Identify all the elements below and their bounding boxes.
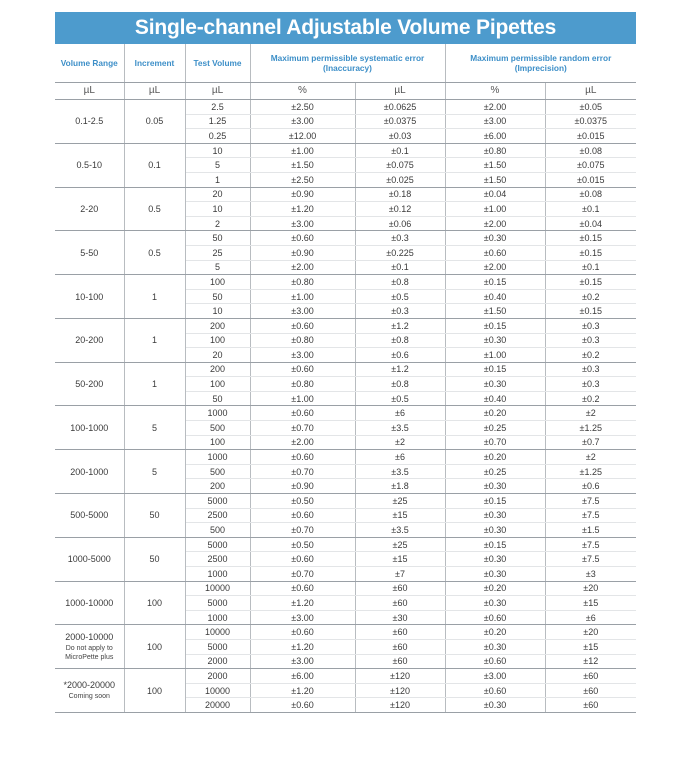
systematic-percent-cell: ±2.00	[250, 260, 355, 275]
random-percent-cell: ±2.00	[445, 100, 545, 115]
unit-cell: µL	[355, 83, 445, 100]
test-volume-cell: 500	[185, 421, 250, 436]
header-volume-range: Volume Range	[55, 44, 124, 83]
increment-cell: 0.05	[124, 100, 185, 144]
systematic-percent-cell: ±12.00	[250, 129, 355, 144]
table-row	[55, 537, 636, 552]
random-percent-cell: ±0.25	[445, 464, 545, 479]
systematic-percent-cell: ±2.50	[250, 172, 355, 187]
systematic-ul-cell: ±6	[355, 450, 445, 465]
table-row	[55, 669, 636, 684]
increment-cell: 5	[124, 450, 185, 494]
test-volume-cell: 500	[185, 523, 250, 538]
random-percent-cell: ±0.30	[445, 698, 545, 713]
systematic-ul-cell: ±1.2	[355, 362, 445, 377]
test-volume-cell: 10000	[185, 625, 250, 640]
table-row	[55, 362, 636, 377]
systematic-percent-cell: ±3.00	[250, 654, 355, 669]
systematic-ul-cell: ±3.5	[355, 523, 445, 538]
random-ul-cell: ±0.015	[545, 172, 636, 187]
systematic-ul-cell: ±30	[355, 610, 445, 625]
systematic-ul-cell: ±0.12	[355, 202, 445, 217]
random-ul-cell: ±0.1	[545, 260, 636, 275]
systematic-percent-cell: ±0.70	[250, 421, 355, 436]
volume-range-cell	[55, 231, 124, 275]
random-percent-cell: ±0.30	[445, 479, 545, 494]
volume-range-cell	[55, 494, 124, 538]
units-row	[55, 83, 636, 100]
random-ul-cell: ±1.25	[545, 464, 636, 479]
random-ul-cell: ±0.2	[545, 348, 636, 363]
random-ul-cell: ±1.5	[545, 523, 636, 538]
systematic-ul-cell: ±0.3	[355, 304, 445, 319]
random-ul-cell: ±7.5	[545, 508, 636, 523]
random-percent-cell: ±0.15	[445, 318, 545, 333]
test-volume-cell: 5000	[185, 537, 250, 552]
random-percent-cell: ±0.04	[445, 187, 545, 202]
volume-range-label: 50-200	[75, 379, 104, 390]
systematic-percent-cell: ±1.00	[250, 143, 355, 158]
test-volume-cell: 2000	[185, 654, 250, 669]
page-title: Single-channel Adjustable Volume Pipettes	[55, 12, 636, 44]
random-ul-cell: ±20	[545, 581, 636, 596]
random-percent-cell: ±3.00	[445, 114, 545, 129]
test-volume-cell: 1000	[185, 567, 250, 582]
test-volume-cell: 500	[185, 464, 250, 479]
systematic-ul-cell: ±1.8	[355, 479, 445, 494]
systematic-percent-cell: ±0.60	[250, 450, 355, 465]
volume-range-label: 1000-5000	[67, 554, 111, 565]
systematic-percent-cell: ±0.60	[250, 625, 355, 640]
systematic-percent-cell: ±1.20	[250, 202, 355, 217]
test-volume-cell: 100	[185, 377, 250, 392]
test-volume-cell: 10	[185, 202, 250, 217]
random-ul-cell: ±60	[545, 669, 636, 684]
systematic-percent-cell: ±0.60	[250, 406, 355, 421]
random-percent-cell: ±3.00	[445, 669, 545, 684]
systematic-percent-cell: ±0.80	[250, 275, 355, 290]
random-ul-cell: ±0.15	[545, 245, 636, 260]
increment-cell: 0.5	[124, 187, 185, 231]
random-ul-cell: ±2	[545, 450, 636, 465]
random-percent-cell: ±0.30	[445, 552, 545, 567]
random-ul-cell: ±60	[545, 683, 636, 698]
systematic-ul-cell: ±3.5	[355, 464, 445, 479]
volume-range-cell	[55, 362, 124, 406]
systematic-ul-cell: ±0.5	[355, 289, 445, 304]
random-percent-cell: ±0.30	[445, 333, 545, 348]
increment-cell: 100	[124, 581, 185, 625]
systematic-ul-cell: ±60	[355, 639, 445, 654]
systematic-ul-cell: ±0.06	[355, 216, 445, 231]
random-percent-cell: ±2.00	[445, 216, 545, 231]
systematic-percent-cell: ±1.50	[250, 158, 355, 173]
systematic-ul-cell: ±0.8	[355, 275, 445, 290]
random-percent-cell: ±1.00	[445, 202, 545, 217]
systematic-percent-cell: ±3.00	[250, 216, 355, 231]
volume-range-cell	[55, 100, 124, 144]
systematic-ul-cell: ±60	[355, 625, 445, 640]
random-ul-cell: ±0.3	[545, 362, 636, 377]
increment-cell: 0.5	[124, 231, 185, 275]
test-volume-cell: 5000	[185, 596, 250, 611]
test-volume-cell: 100	[185, 435, 250, 450]
volume-range-cell	[55, 187, 124, 231]
systematic-percent-cell: ±0.90	[250, 245, 355, 260]
table-row	[55, 100, 636, 115]
header-test-volume: Test Volume	[185, 44, 250, 83]
test-volume-cell: 200	[185, 318, 250, 333]
volume-range-label: 20-200	[75, 335, 104, 346]
systematic-percent-cell: ±1.20	[250, 596, 355, 611]
test-volume-cell: 20	[185, 187, 250, 202]
volume-range-label: 200-1000	[70, 466, 109, 477]
systematic-ul-cell: ±120	[355, 669, 445, 684]
test-volume-cell: 20	[185, 348, 250, 363]
pipette-spec-table	[55, 44, 636, 713]
increment-cell: 1	[124, 275, 185, 319]
systematic-percent-cell: ±3.00	[250, 114, 355, 129]
systematic-percent-cell: ±0.90	[250, 479, 355, 494]
table-row	[55, 625, 636, 640]
systematic-percent-cell: ±0.60	[250, 508, 355, 523]
random-percent-cell: ±0.30	[445, 596, 545, 611]
volume-range-cell	[55, 625, 124, 669]
systematic-ul-cell: ±25	[355, 494, 445, 509]
random-ul-cell: ±0.08	[545, 187, 636, 202]
systematic-percent-cell: ±3.00	[250, 348, 355, 363]
test-volume-cell: 200	[185, 362, 250, 377]
unit-cell: %	[445, 83, 545, 100]
random-ul-cell: ±15	[545, 639, 636, 654]
test-volume-cell: 10000	[185, 581, 250, 596]
systematic-ul-cell: ±0.1	[355, 260, 445, 275]
random-ul-cell: ±0.015	[545, 129, 636, 144]
systematic-percent-cell: ±3.00	[250, 304, 355, 319]
test-volume-cell: 1000	[185, 450, 250, 465]
random-ul-cell: ±3	[545, 567, 636, 582]
table-row	[55, 581, 636, 596]
random-percent-cell: ±0.25	[445, 421, 545, 436]
systematic-ul-cell: ±2	[355, 435, 445, 450]
systematic-ul-cell: ±60	[355, 654, 445, 669]
systematic-percent-cell: ±0.60	[250, 698, 355, 713]
volume-range-label: 500-5000	[70, 510, 109, 521]
random-ul-cell: ±0.08	[545, 143, 636, 158]
random-percent-cell: ±0.20	[445, 581, 545, 596]
random-ul-cell: ±6	[545, 610, 636, 625]
volume-range-label: 10-100	[75, 291, 104, 302]
random-percent-cell: ±0.15	[445, 494, 545, 509]
volume-range-label: 2-20	[80, 203, 99, 214]
random-percent-cell: ±0.60	[445, 683, 545, 698]
test-volume-cell: 50	[185, 231, 250, 246]
increment-cell: 0.1	[124, 143, 185, 187]
random-ul-cell: ±0.15	[545, 304, 636, 319]
volume-range-label: *2000-20000	[63, 680, 116, 691]
range-note: Coming soon	[68, 693, 110, 701]
random-percent-cell: ±0.30	[445, 231, 545, 246]
random-ul-cell: ±1.25	[545, 421, 636, 436]
systematic-percent-cell: ±0.70	[250, 464, 355, 479]
systematic-percent-cell: ±0.70	[250, 523, 355, 538]
random-percent-cell: ±0.40	[445, 289, 545, 304]
systematic-ul-cell: ±0.225	[355, 245, 445, 260]
random-percent-cell: ±0.20	[445, 450, 545, 465]
random-percent-cell: ±0.40	[445, 391, 545, 406]
random-percent-cell: ±0.15	[445, 362, 545, 377]
random-ul-cell: ±0.04	[545, 216, 636, 231]
header-systematic-error: Maximum permissible systematic error (Inaccuracy)	[250, 44, 445, 83]
systematic-ul-cell: ±15	[355, 552, 445, 567]
test-volume-cell: 1000	[185, 406, 250, 421]
random-percent-cell: ±0.30	[445, 523, 545, 538]
systematic-percent-cell: ±0.60	[250, 552, 355, 567]
systematic-percent-cell: ±6.00	[250, 669, 355, 684]
systematic-ul-cell: ±25	[355, 537, 445, 552]
random-percent-cell: ±6.00	[445, 129, 545, 144]
test-volume-cell: 1000	[185, 610, 250, 625]
systematic-ul-cell: ±1.2	[355, 318, 445, 333]
random-ul-cell: ±20	[545, 625, 636, 640]
table-row	[55, 187, 636, 202]
random-ul-cell: ±0.15	[545, 231, 636, 246]
systematic-percent-cell: ±0.60	[250, 318, 355, 333]
unit-cell: µL	[124, 83, 185, 100]
random-percent-cell: ±1.00	[445, 348, 545, 363]
test-volume-cell: 5	[185, 260, 250, 275]
random-ul-cell: ±0.6	[545, 479, 636, 494]
systematic-ul-cell: ±120	[355, 683, 445, 698]
test-volume-cell: 0.25	[185, 129, 250, 144]
volume-range-cell	[55, 275, 124, 319]
random-ul-cell: ±7.5	[545, 537, 636, 552]
header-random-error: Maximum permissible random error (Imprecision)	[445, 44, 636, 83]
header-row	[55, 44, 636, 83]
random-percent-cell: ±2.00	[445, 260, 545, 275]
volume-range-cell	[55, 450, 124, 494]
systematic-percent-cell: ±1.00	[250, 289, 355, 304]
test-volume-cell: 10000	[185, 683, 250, 698]
random-percent-cell: ±0.30	[445, 508, 545, 523]
systematic-ul-cell: ±0.18	[355, 187, 445, 202]
test-volume-cell: 2500	[185, 508, 250, 523]
random-ul-cell: ±7.5	[545, 494, 636, 509]
test-volume-cell: 25	[185, 245, 250, 260]
random-ul-cell: ±7.5	[545, 552, 636, 567]
random-ul-cell: ±60	[545, 698, 636, 713]
header-increment: Increment	[124, 44, 185, 83]
systematic-percent-cell: ±1.20	[250, 639, 355, 654]
systematic-ul-cell: ±0.0625	[355, 100, 445, 115]
systematic-percent-cell: ±0.60	[250, 362, 355, 377]
systematic-percent-cell: ±0.50	[250, 494, 355, 509]
test-volume-cell: 100	[185, 275, 250, 290]
systematic-percent-cell: ±0.70	[250, 567, 355, 582]
test-volume-cell: 2000	[185, 669, 250, 684]
volume-range-cell	[55, 143, 124, 187]
increment-cell: 5	[124, 406, 185, 450]
volume-range-cell	[55, 537, 124, 581]
random-ul-cell: ±12	[545, 654, 636, 669]
increment-cell: 1	[124, 362, 185, 406]
unit-cell: µL	[545, 83, 636, 100]
test-volume-cell: 10	[185, 143, 250, 158]
systematic-percent-cell: ±3.00	[250, 610, 355, 625]
random-percent-cell: ±0.60	[445, 654, 545, 669]
random-ul-cell: ±0.0375	[545, 114, 636, 129]
increment-cell: 1	[124, 318, 185, 362]
systematic-ul-cell: ±0.5	[355, 391, 445, 406]
test-volume-cell: 100	[185, 333, 250, 348]
systematic-ul-cell: ±0.025	[355, 172, 445, 187]
volume-range-label: 1000-10000	[65, 597, 114, 608]
random-ul-cell: ±0.1	[545, 202, 636, 217]
unit-cell: %	[250, 83, 355, 100]
volume-range-cell	[55, 318, 124, 362]
systematic-percent-cell: ±0.50	[250, 537, 355, 552]
increment-cell: 100	[124, 669, 185, 713]
systematic-ul-cell: ±0.3	[355, 231, 445, 246]
systematic-percent-cell: ±2.00	[250, 435, 355, 450]
systematic-percent-cell: ±0.80	[250, 333, 355, 348]
test-volume-cell: 5	[185, 158, 250, 173]
systematic-ul-cell: ±0.03	[355, 129, 445, 144]
random-percent-cell: ±0.70	[445, 435, 545, 450]
systematic-ul-cell: ±0.075	[355, 158, 445, 173]
test-volume-cell: 200	[185, 479, 250, 494]
random-percent-cell: ±0.20	[445, 625, 545, 640]
systematic-ul-cell: ±0.1	[355, 143, 445, 158]
random-percent-cell: ±0.60	[445, 610, 545, 625]
volume-range-cell	[55, 581, 124, 625]
volume-range-label: 0.1-2.5	[75, 116, 104, 127]
unit-cell: µL	[185, 83, 250, 100]
table-row	[55, 143, 636, 158]
systematic-ul-cell: ±60	[355, 581, 445, 596]
systematic-ul-cell: ±0.8	[355, 333, 445, 348]
random-ul-cell: ±0.2	[545, 289, 636, 304]
table-row	[55, 450, 636, 465]
table-body	[55, 100, 636, 713]
random-percent-cell: ±1.50	[445, 158, 545, 173]
systematic-percent-cell: ±2.50	[250, 100, 355, 115]
table-row	[55, 275, 636, 290]
increment-cell: 100	[124, 625, 185, 669]
table-row	[55, 231, 636, 246]
systematic-ul-cell: ±0.0375	[355, 114, 445, 129]
systematic-percent-cell: ±0.60	[250, 231, 355, 246]
unit-cell: µL	[55, 83, 124, 100]
random-percent-cell: ±0.30	[445, 377, 545, 392]
volume-range-label: 5-50	[80, 247, 99, 258]
table-row	[55, 406, 636, 421]
random-percent-cell: ±0.30	[445, 639, 545, 654]
systematic-percent-cell: ±0.90	[250, 187, 355, 202]
test-volume-cell: 2	[185, 216, 250, 231]
systematic-ul-cell: ±6	[355, 406, 445, 421]
table-row	[55, 494, 636, 509]
random-percent-cell: ±1.50	[445, 172, 545, 187]
systematic-percent-cell: ±1.20	[250, 683, 355, 698]
volume-range-label: 0.5-10	[76, 160, 103, 171]
test-volume-cell: 20000	[185, 698, 250, 713]
volume-range-cell	[55, 406, 124, 450]
random-ul-cell: ±0.3	[545, 377, 636, 392]
random-ul-cell: ±0.7	[545, 435, 636, 450]
systematic-ul-cell: ±7	[355, 567, 445, 582]
random-percent-cell: ±0.20	[445, 406, 545, 421]
increment-cell: 50	[124, 494, 185, 538]
systematic-ul-cell: ±60	[355, 596, 445, 611]
test-volume-cell: 5000	[185, 639, 250, 654]
systematic-ul-cell: ±15	[355, 508, 445, 523]
random-percent-cell: ±0.30	[445, 567, 545, 582]
systematic-ul-cell: ±0.6	[355, 348, 445, 363]
random-ul-cell: ±15	[545, 596, 636, 611]
test-volume-cell: 1	[185, 172, 250, 187]
systematic-ul-cell: ±0.8	[355, 377, 445, 392]
systematic-percent-cell: ±0.60	[250, 581, 355, 596]
test-volume-cell: 50	[185, 391, 250, 406]
random-percent-cell: ±0.60	[445, 245, 545, 260]
test-volume-cell: 10	[185, 304, 250, 319]
increment-cell: 50	[124, 537, 185, 581]
range-note: Do not apply to MicroPette plus	[65, 644, 114, 661]
random-ul-cell: ±0.3	[545, 333, 636, 348]
random-ul-cell: ±0.15	[545, 275, 636, 290]
volume-range-label: 2000-10000	[65, 631, 114, 642]
test-volume-cell: 2.5	[185, 100, 250, 115]
volume-range-label: 100-1000	[70, 422, 109, 433]
random-percent-cell: ±0.15	[445, 275, 545, 290]
random-percent-cell: ±1.50	[445, 304, 545, 319]
random-percent-cell: ±0.15	[445, 537, 545, 552]
random-ul-cell: ±0.2	[545, 391, 636, 406]
table-row	[55, 318, 636, 333]
test-volume-cell: 2500	[185, 552, 250, 567]
test-volume-cell: 5000	[185, 494, 250, 509]
systematic-ul-cell: ±120	[355, 698, 445, 713]
random-ul-cell: ±0.075	[545, 158, 636, 173]
random-ul-cell: ±0.05	[545, 100, 636, 115]
systematic-ul-cell: ±3.5	[355, 421, 445, 436]
random-ul-cell: ±2	[545, 406, 636, 421]
random-ul-cell: ±0.3	[545, 318, 636, 333]
volume-range-cell	[55, 669, 124, 713]
systematic-percent-cell: ±1.00	[250, 391, 355, 406]
test-volume-cell: 50	[185, 289, 250, 304]
test-volume-cell: 1.25	[185, 114, 250, 129]
random-percent-cell: ±0.80	[445, 143, 545, 158]
systematic-percent-cell: ±0.80	[250, 377, 355, 392]
